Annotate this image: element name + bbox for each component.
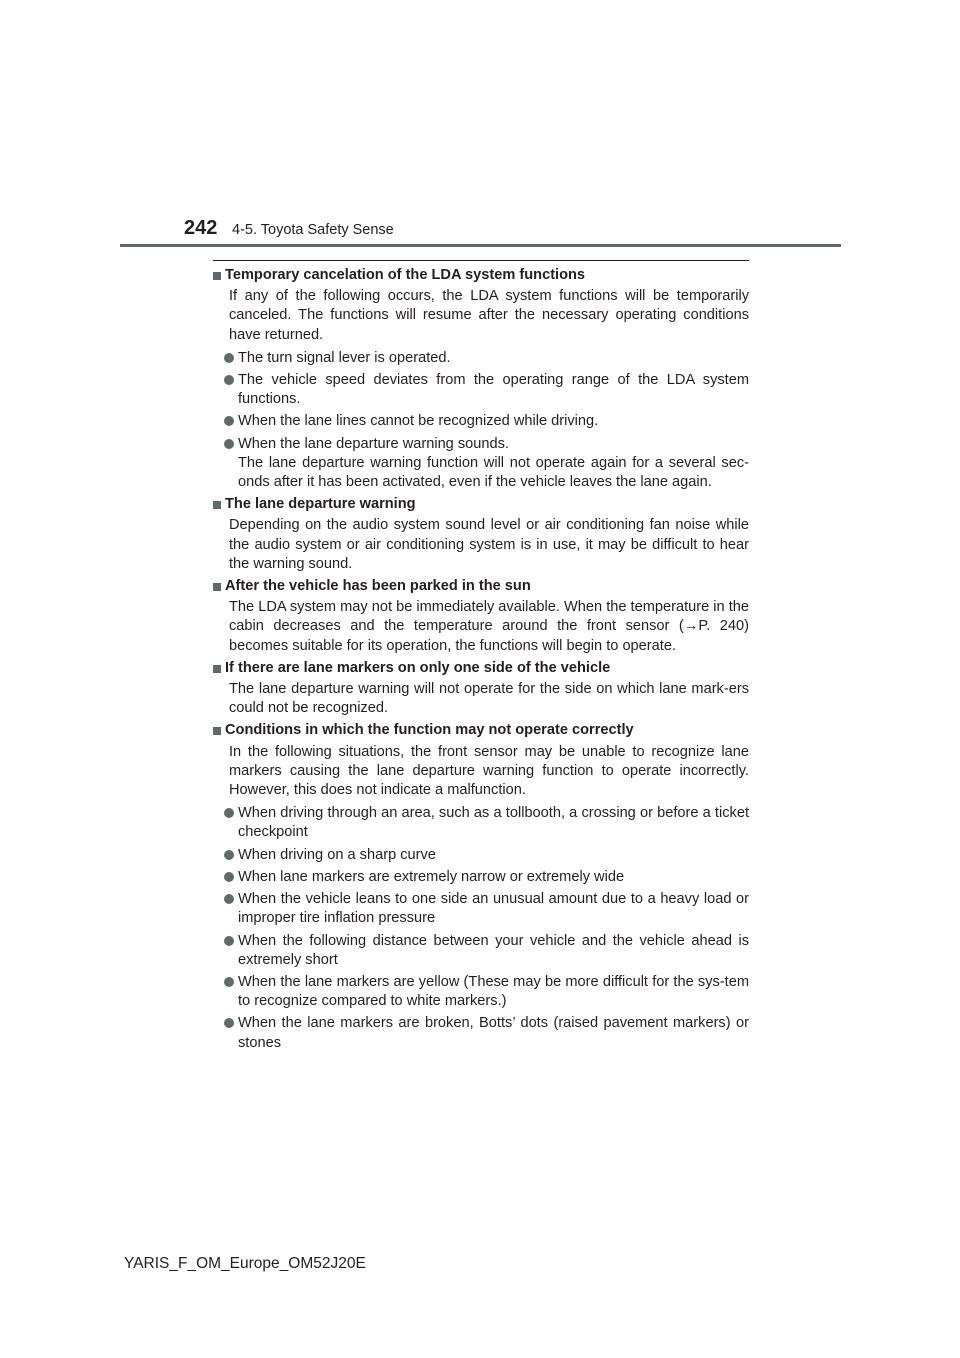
list-item-text: When the lane departure warning sounds. [238,435,509,452]
list-item [213,804,749,842]
section-heading: Conditions in which the function may not operate correctly [225,722,634,739]
list-item-subtext: The lane departure warning function will not operate again for a several sec-onds after it has been activated, even if the vehicle leaves the lane again. [238,454,749,491]
list-item-text: When the lane markers are yellow (These may be more difficult for the sys-tem to recognize compared to white markers.) [238,973,749,1010]
section-temporary-cancelation [213,266,749,492]
circle-bullet-icon [224,353,234,363]
section-one-side-markers [213,659,749,719]
list-item [213,435,749,493]
section-conditions [213,721,749,1052]
square-bullet-icon [213,501,221,509]
section-body: In the following situations, the front sensor may be unable to recognize lane markers causing the lane departure warning function to operate incorrectly. However, this does not indicate a malfunction. [229,743,749,799]
section-heading: If there are lane markers on only one side of the vehicle [225,659,611,676]
footer-document-id: YARIS_F_OM_Europe_OM52J20E [124,1255,366,1272]
section-heading: The lane departure warning [225,496,416,513]
circle-bullet-icon [224,936,234,946]
circle-bullet-icon [224,894,234,904]
list-item-text: When the following distance between your vehicle and the vehicle ahead is extremely short [238,932,749,968]
circle-bullet-icon [224,439,234,449]
circle-bullet-icon [224,1018,234,1028]
circle-bullet-icon [224,808,234,818]
section-body: If any of the following occurs, the LDA system functions will be temporarily canceled. The functions will resume after the necessary operating conditions have returned. [229,288,749,343]
section-body: The lane departure warning will not operate for the side on which lane mark-ers could not be recognized. [229,681,749,717]
list-item [213,371,749,409]
list-item [213,349,749,368]
list-item-text: When driving through an area, such as a tollbooth, a crossing or before a ticket checkpoint [238,805,749,841]
section-title: 4-5. Toyota Safety Sense [232,222,394,238]
list-item [213,890,749,928]
section-heading: After the vehicle has been parked in the sun [225,578,531,595]
list-item-text: When the lane markers are broken, Botts’ dots (raised pavement markers) or stones [238,1015,749,1051]
circle-bullet-icon [224,416,234,426]
bullet-list [213,804,749,1052]
list-item-text: The turn signal lever is operated. [238,349,451,366]
list-item [213,412,749,431]
list-item-text: The vehicle speed deviates from the operating range of the LDA system functions. [238,372,749,408]
square-bullet-icon [213,272,221,280]
list-item-text: When driving on a sharp curve [238,846,436,863]
list-item-text: When lane markers are extremely narrow or extremely wide [238,868,625,885]
section-lane-departure-warning [213,495,749,574]
list-item [213,932,749,970]
section-heading: Temporary cancelation of the LDA system functions [225,267,586,283]
square-bullet-icon [213,665,221,673]
list-item [213,1014,749,1052]
circle-bullet-icon [224,977,234,987]
list-item [213,868,749,887]
square-bullet-icon [213,583,221,591]
circle-bullet-icon [224,375,234,385]
content [213,266,749,1053]
content-rule [213,260,749,261]
page-number: 242 [184,217,218,239]
square-bullet-icon [213,727,221,735]
list-item [213,846,749,865]
circle-bullet-icon [224,850,234,860]
section-body: The LDA system may not be immediately available. When the temperature in the cabin decreases and the temperature around the front sensor (→P. 240) becomes suitable for its operation, the functions will begin to operate. [229,599,749,654]
list-item-text: When the vehicle leans to one side an unusual amount due to a heavy load or improper tire inflation pressure [238,891,749,927]
bullet-list [213,349,749,492]
section-body: Depending on the audio system sound level or air conditioning fan noise while the audio system or air conditioning system is in use, it may be difficult to hear the warning sound. [229,517,749,572]
list-item-text: When the lane lines cannot be recognized while driving. [238,413,599,430]
list-item [213,973,749,1011]
section-parked-in-sun [213,577,749,656]
circle-bullet-icon [224,872,234,882]
header-rule [120,244,841,247]
